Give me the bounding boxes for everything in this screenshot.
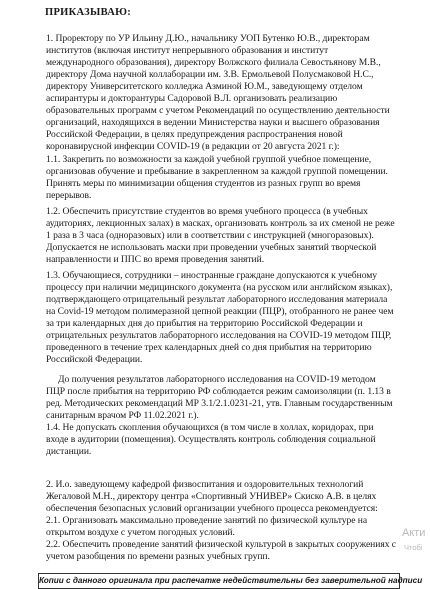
text-line: До получения результатов лабораторного исследования на COVID-19 методом: [58, 374, 376, 385]
text-line: Допускается не использовать маски при проведении учебных занятий творческой: [46, 242, 377, 253]
text-line: 1. Проректору по УР Ильину Д.Ю., начальнику УОП Бутенко Ю.В., директорам: [46, 33, 370, 44]
text-line: Российской Федерации, в целях предупреждения распространения новой: [46, 129, 343, 140]
activation-watermark: Акти: [402, 527, 426, 539]
text-line: 1.2. Обеспечить присутствие студентов во время учебного процесса (в учебных: [46, 206, 368, 217]
text-line: институтов (включая институт непрерывного образования и институт: [46, 45, 329, 56]
text-line: ПЦР после прибытия на территорию РФ соблюдается режим самоизоляции (п. 1.13 в: [46, 386, 391, 397]
text-line: организаций, находящихся в ведении Министерства науки и высшего образования: [46, 117, 380, 128]
copy-disclaimer-footer: Копии с данного оригинала при распечатке недействительны без заверительной надписи: [38, 573, 400, 589]
text-line: 1 раза в 3 часа (одноразовых) или в соответствии с инструкцией (многоразовых).: [46, 230, 374, 241]
text-line: 2.2. Обеспечить проведение занятий физической культурой в закрытых сооружениях с: [46, 539, 397, 550]
text-line: Жегаловой М.Н., директору центра «Спортивный УНИВЕР» Скиско А.В. в целях: [46, 491, 377, 502]
text-line: 1.3. Обучающиеся, сотрудники – иностранные граждане допускаются к учебному: [46, 270, 378, 281]
text-line: открытом воздухе с учетом погодных условий.: [46, 527, 235, 538]
text-line: перерывов.: [46, 190, 92, 201]
text-line: коронавирусной инфекции COVID-19 (в редакции от 20 августа 2021 г.):: [46, 141, 340, 152]
text-line: 2. И.о. заведующему кафедрой физвоспитания и оздоровительных технологий: [46, 479, 364, 490]
text-line: на Covid-19 методом полимеразной цепной реакции (ПЦР), отобранного не ранее чем: [46, 306, 394, 317]
text-line: международного образования), директору Волжского филиала Севостьянову М.В.,: [46, 57, 381, 68]
text-line: отрицательных результатов лабораторного исследования на COVID-19 методом ПЦР,: [46, 330, 392, 341]
text-line: организовав обучение и пребывание в закрепленном за каждой группой помещении.: [46, 166, 388, 177]
text-line: учетом разобщения по времени разных учебных групп.: [46, 551, 270, 562]
text-line: направленности и ППС во время проведения занятий.: [46, 254, 265, 265]
text-line: аудиториях, лекционных залах) в масках, организовать контроль за их сменой не реже: [46, 218, 395, 229]
order-heading: ПРИКАЗЫВАЮ:: [45, 7, 132, 18]
text-line: образовательных программ с учетом Рекомендаций по осуществлению деятельности: [46, 105, 390, 116]
text-line: санитарным врачом РФ 11.02.2021 г.).: [46, 410, 199, 421]
text-line: подтверждающего отрицательный результат лабораторного исследования материала: [46, 294, 388, 305]
text-line: директору Дома научной коллаборации им. З.В. Ермольевой Полусмаковой Н.С.,: [46, 69, 374, 80]
text-line: процессу при наличии медицинского документа (на русском или английском языках),: [46, 282, 393, 293]
activation-watermark-subtext: Чтобі: [404, 543, 423, 552]
text-line: проведенного в течение трех календарных дней со дня прибытия на территорию: [46, 342, 372, 353]
text-line: Принять меры по минимизации общения студентов из разных групп во время: [46, 178, 361, 189]
text-line: 2.1. Организовать максимально проведение занятий по физической культуре на: [46, 515, 368, 526]
text-line: 1.4. Не допускать скопления обучающихся (в том числе в холлах, коридорах, при: [46, 422, 374, 433]
text-line: за три календарных дня до прибытия на территорию Российской Федерации и: [46, 318, 363, 329]
text-line: Российской Федерации.: [46, 354, 143, 365]
text-line: дистанции.: [46, 446, 92, 457]
text-line: ред. Методических рекомендаций МР 3.1/2.1.0231-21, утв. Главным государственным: [46, 398, 393, 409]
text-line: аспирантуры и докторантуры Садоровой В.Л. организовать реализацию: [46, 93, 338, 104]
text-line: директору Университетского колледжа Азминой Ю.М., заведующему отделом: [46, 81, 363, 92]
text-line: 1.1. Закрепить по возможности за каждой учебной группой учебное помещение,: [46, 154, 372, 165]
text-line: входе в аудитории (помещения). Осуществлять контроль соблюдения социальной: [46, 434, 376, 445]
text-line: обеспечения безопасных условий организации учебного процесса рекомендуется:: [46, 503, 378, 514]
